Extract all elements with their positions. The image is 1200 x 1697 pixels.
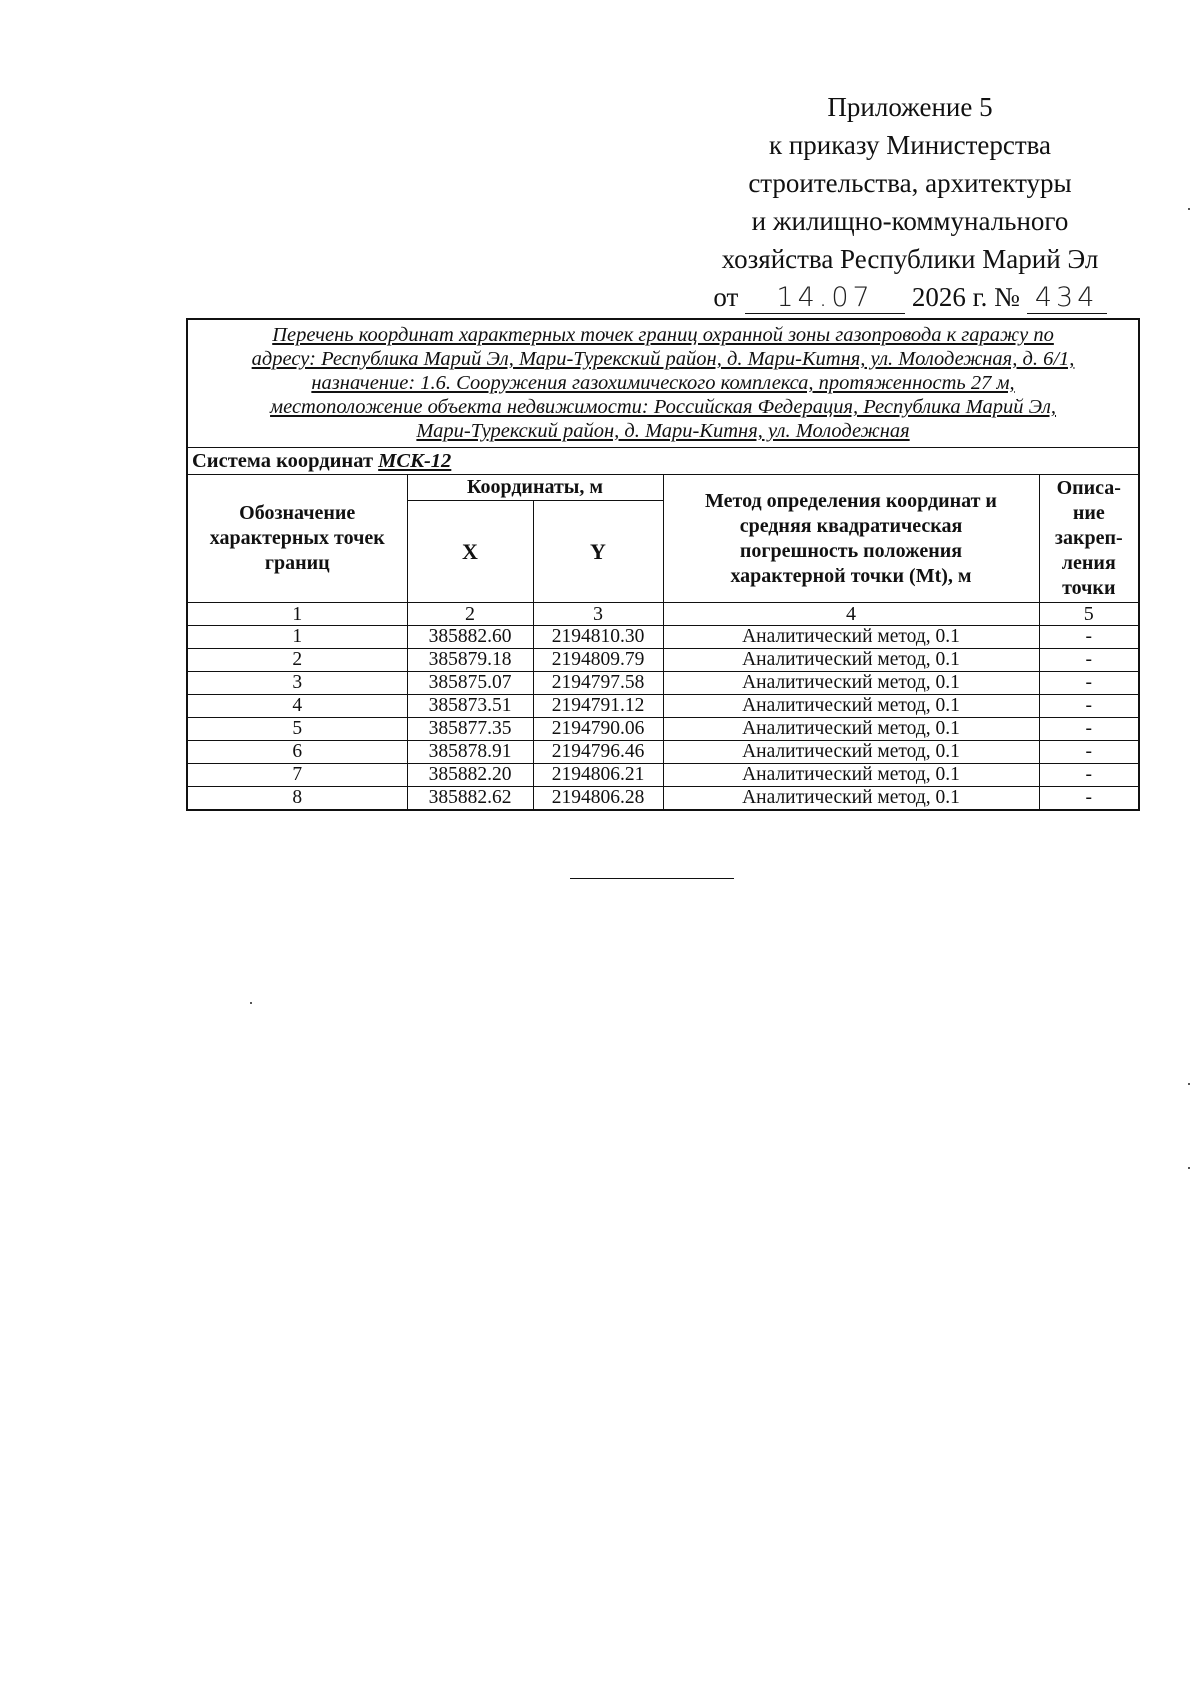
x-coordinate: 385877.35 (407, 718, 533, 741)
x-coordinate: 385882.20 (407, 764, 533, 787)
table-row (187, 718, 1139, 741)
document-header (690, 88, 1130, 316)
header-line: к приказу Министерства (768, 130, 1052, 160)
method: Аналитический метод, 0.1 (663, 649, 1039, 672)
method: Аналитический метод, 0.1 (663, 626, 1039, 649)
column-number: 3 (533, 603, 663, 626)
description: - (1039, 695, 1139, 718)
description: - (1039, 626, 1139, 649)
description: - (1039, 649, 1139, 672)
col-header-x: X (407, 501, 533, 603)
y-coordinate: 2194810.30 (533, 626, 663, 649)
handwritten-date: 14.07 (745, 283, 905, 314)
coordinates-table (186, 318, 1140, 811)
caption-line: назначение: 1.6. Сооружения газохимического комплекса, протяженность 27 м, (311, 372, 1015, 394)
table-row (187, 626, 1139, 649)
header-line: и жилищно-коммунального (751, 206, 1069, 236)
year-text: 2026 г. № (911, 282, 1020, 312)
coordinate-system-label: Система координат (192, 449, 374, 472)
method: Аналитический метод, 0.1 (663, 695, 1039, 718)
col-header-description: Описа- ние закреп- ления точки (1039, 475, 1139, 603)
end-divider (570, 878, 734, 879)
point-id: 6 (187, 741, 407, 764)
header-line: Приложение 5 (827, 92, 993, 122)
point-id: 2 (187, 649, 407, 672)
x-coordinate: 385873.51 (407, 695, 533, 718)
y-coordinate: 2194806.28 (533, 787, 663, 811)
col-header-coordinates: Координаты, м (407, 475, 663, 501)
date-prefix: от (713, 282, 739, 312)
col-header-point: Обозначение характерных точек границ (187, 475, 407, 603)
table-row (187, 672, 1139, 695)
column-number: 1 (187, 603, 407, 626)
point-id: 5 (187, 718, 407, 741)
table-row (187, 695, 1139, 718)
caption-line: местоположение объекта недвижимости: Российская Федерация, Республика Марий Эл, (270, 396, 1057, 418)
y-coordinate: 2194809.79 (533, 649, 663, 672)
column-numbers-row (187, 603, 1139, 626)
caption-line: адресу: Республика Марий Эл, Мари-Турекский район, д. Мари-Китня, ул. Молодежная, д. 6/1, (251, 348, 1075, 370)
x-coordinate: 385878.91 (407, 741, 533, 764)
header-line: строительства, архитектуры (748, 168, 1072, 198)
x-coordinate: 385875.07 (407, 672, 533, 695)
method: Аналитический метод, 0.1 (663, 787, 1039, 811)
point-id: 4 (187, 695, 407, 718)
description: - (1039, 764, 1139, 787)
table-caption (187, 319, 1139, 448)
column-number: 2 (407, 603, 533, 626)
x-coordinate: 385879.18 (407, 649, 533, 672)
x-coordinate: 385882.62 (407, 787, 533, 811)
description: - (1039, 741, 1139, 764)
scan-speck (1188, 1083, 1190, 1085)
description: - (1039, 718, 1139, 741)
scan-speck (1188, 1167, 1190, 1169)
table-row (187, 649, 1139, 672)
y-coordinate: 2194806.21 (533, 764, 663, 787)
point-id: 8 (187, 787, 407, 811)
table-row (187, 741, 1139, 764)
table-row (187, 787, 1139, 811)
caption-line: Перечень координат характерных точек границ охранной зоны газопровода к гаражу по (272, 324, 1054, 346)
method: Аналитический метод, 0.1 (663, 764, 1039, 787)
x-coordinate: 385882.60 (407, 626, 533, 649)
caption-line: Мари-Турекский район, д. Мари-Китня, ул. Молодежная (416, 420, 910, 442)
column-number: 5 (1039, 603, 1139, 626)
method: Аналитический метод, 0.1 (663, 718, 1039, 741)
scan-speck (250, 1002, 252, 1004)
point-id: 1 (187, 626, 407, 649)
header-line: хозяйства Республики Марий Эл (721, 244, 1099, 274)
description: - (1039, 672, 1139, 695)
coordinate-system-value: МСК-12 (378, 449, 452, 472)
method: Аналитический метод, 0.1 (663, 672, 1039, 695)
scan-speck (1188, 208, 1190, 210)
y-coordinate: 2194797.58 (533, 672, 663, 695)
table-row (187, 764, 1139, 787)
col-header-method: Метод определения координат и средняя квадратическая погрешность положения характерной точки (Mt), м (663, 475, 1039, 603)
handwritten-order-number: 434 (1027, 283, 1107, 314)
y-coordinate: 2194796.46 (533, 741, 663, 764)
description: - (1039, 787, 1139, 811)
method: Аналитический метод, 0.1 (663, 741, 1039, 764)
column-number: 4 (663, 603, 1039, 626)
y-coordinate: 2194790.06 (533, 718, 663, 741)
point-id: 3 (187, 672, 407, 695)
coordinate-system-row (187, 448, 1139, 475)
y-coordinate: 2194791.12 (533, 695, 663, 718)
order-date-line (690, 278, 1130, 316)
point-id: 7 (187, 764, 407, 787)
col-header-y: Y (533, 501, 663, 603)
